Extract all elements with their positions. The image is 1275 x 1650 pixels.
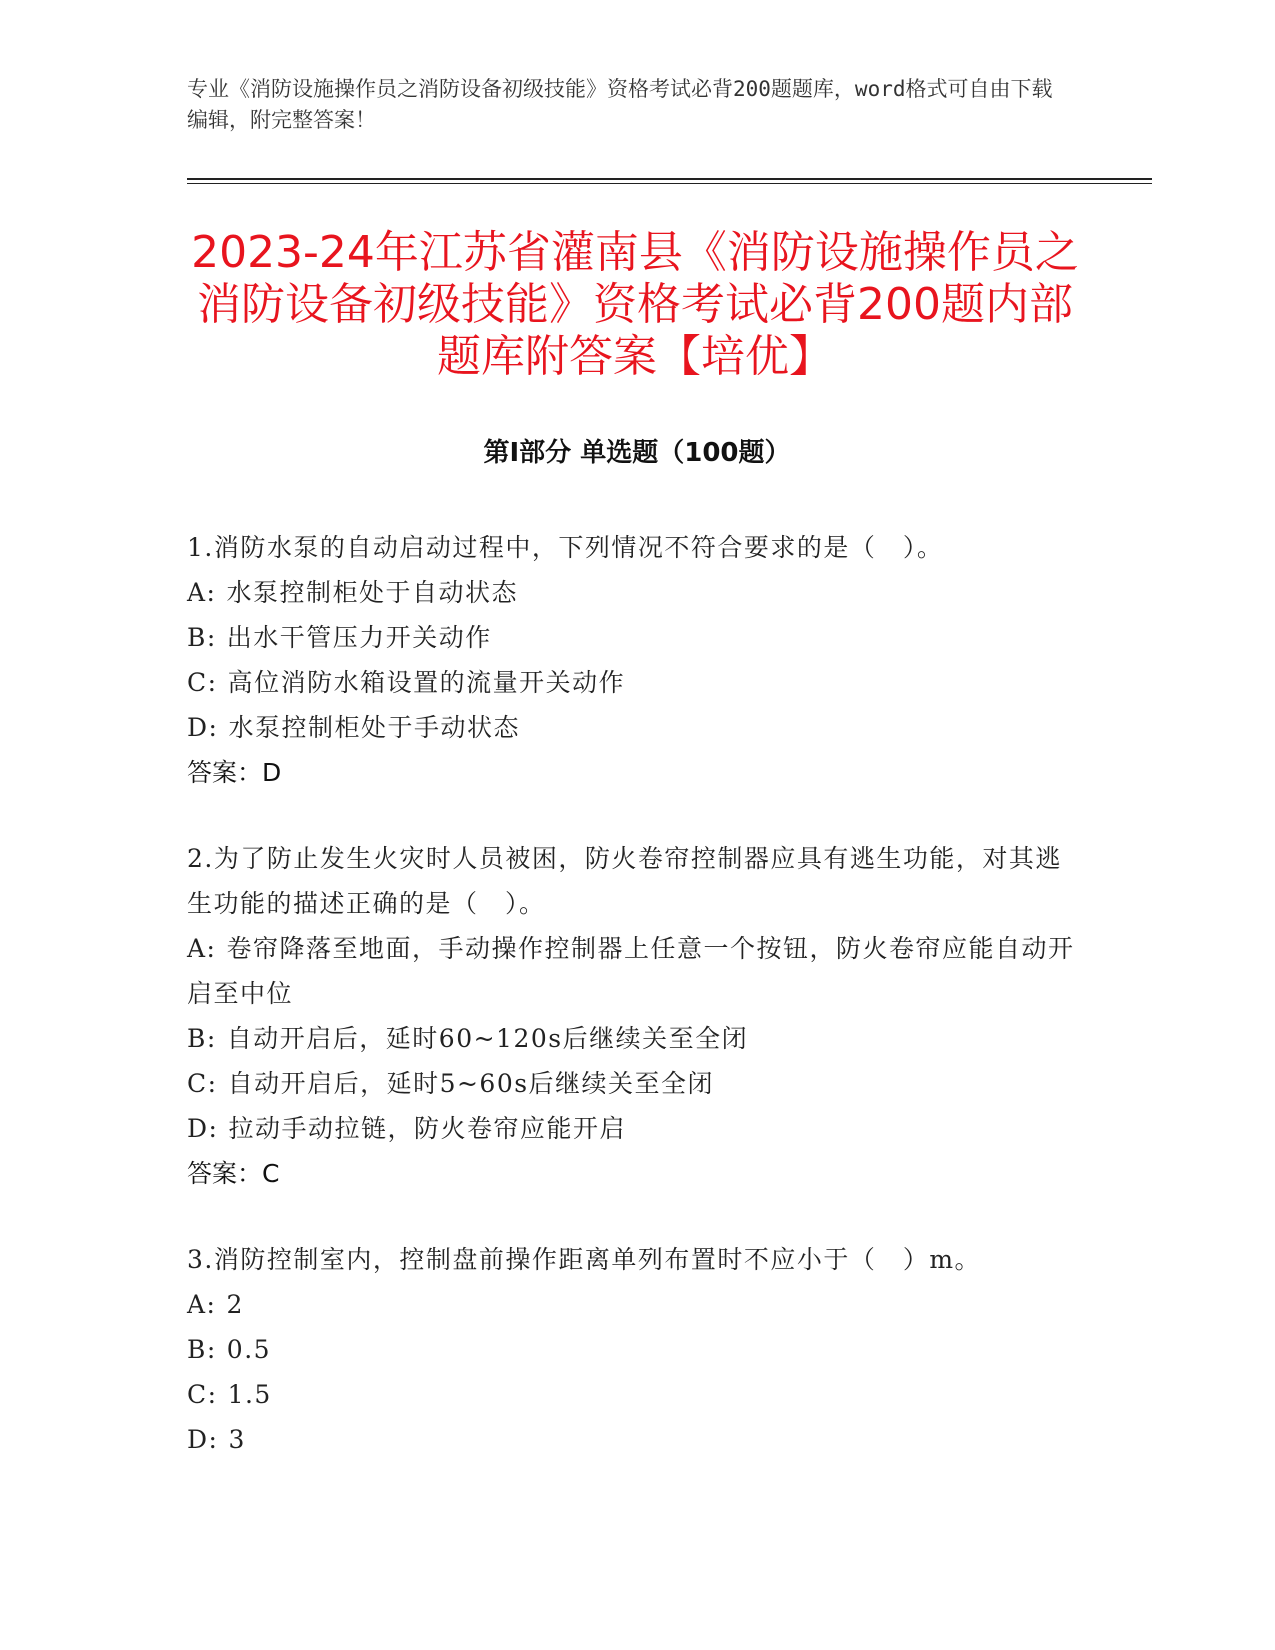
option-text: 2 — [226, 1290, 244, 1319]
option-label: C: — [187, 1069, 218, 1098]
option-label: A: — [187, 578, 217, 607]
option-c — [187, 660, 1087, 705]
option-c — [187, 1061, 1087, 1106]
question-stem: 1.消防水泵的自动启动过程中，下列情况不符合要求的是（ ）。 — [187, 533, 944, 562]
option-b — [187, 1016, 1087, 1061]
document-title: 2023-24年江苏省灌南县《消防设施操作员之消防设备初级技能》资格考试必背200题内部题库附答案【培优】 — [191, 227, 1079, 382]
option-label: C: — [187, 1380, 218, 1409]
option-label: D: — [187, 1114, 219, 1143]
section-heading: 第Ⅰ部分 单选题（100题） — [483, 438, 791, 468]
option-b — [187, 1327, 1087, 1372]
option-text: 自动开启后，延时60~120s后继续关至全闭 — [226, 1024, 749, 1053]
option-d — [187, 1417, 1087, 1462]
question-stem: 3.消防控制室内，控制盘前操作距离单列布置时不应小于（ ）m。 — [187, 1245, 982, 1274]
option-text: 高位消防水箱设置的流量开关动作 — [227, 668, 626, 697]
option-c — [187, 1372, 1087, 1417]
option-label: A: — [187, 934, 217, 963]
option-a — [187, 926, 1087, 1016]
option-text: 1.5 — [227, 1380, 272, 1409]
option-label: B: — [187, 1024, 217, 1053]
option-label: A: — [187, 1290, 217, 1319]
question-1 — [187, 525, 1087, 795]
option-text: 水泵控制柜处于自动状态 — [226, 578, 518, 607]
question-stem: 2.为了防止发生火灾时人员被困，防火卷帘控制器应具有逃生功能，对其逃生功能的描述正确的是（ ）。 — [187, 844, 1062, 918]
option-a — [187, 1282, 1087, 1327]
option-text: 拉动手动拉链，防火卷帘应能开启 — [228, 1114, 626, 1143]
option-text: 出水干管压力开关动作 — [226, 623, 492, 652]
option-label: C: — [187, 668, 218, 697]
header-divider-thin — [187, 183, 1152, 184]
question-3 — [187, 1237, 1087, 1462]
option-b — [187, 615, 1087, 660]
option-label: D: — [187, 1425, 219, 1454]
header-note: 专业《消防设施操作员之消防设备初级技能》资格考试必背200题题库，word格式可自由下载编辑，附完整答案！ — [187, 77, 1053, 132]
header-divider-thick — [187, 178, 1152, 180]
question-list — [187, 525, 1087, 1503]
option-text: 水泵控制柜处于手动状态 — [228, 713, 520, 742]
option-label: D: — [187, 713, 219, 742]
answer-line: 答案：D — [187, 758, 282, 787]
option-text: 0.5 — [226, 1335, 272, 1364]
question-2 — [187, 836, 1087, 1196]
option-label: B: — [187, 623, 217, 652]
option-a — [187, 570, 1087, 615]
option-d — [187, 705, 1087, 750]
option-text: 卷帘降落至地面，手动操作控制器上任意一个按钮，防火卷帘应能自动开启至中位 — [187, 934, 1075, 1008]
option-text: 3 — [228, 1425, 246, 1454]
option-d — [187, 1106, 1087, 1151]
option-label: B: — [187, 1335, 217, 1364]
option-text: 自动开启后，延时5~60s后继续关至全闭 — [227, 1069, 715, 1098]
answer-line: 答案：C — [187, 1159, 280, 1188]
